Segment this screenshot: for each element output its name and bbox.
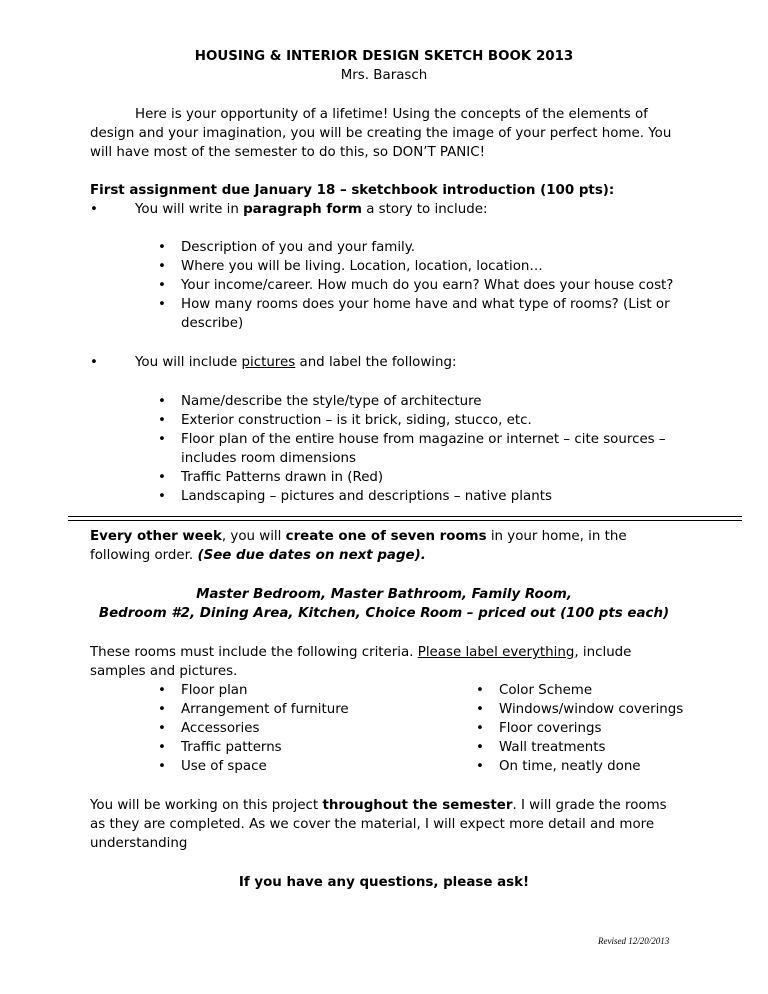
bullet-icon: • [158,683,166,698]
page-title: HOUSING & INTERIOR DESIGN SKETCH BOOK 2013 [194,49,574,64]
bullet-icon: • [90,355,98,370]
rooms-paragraph: Every other week, you will create one of seven rooms in your home, in the following order. (See due dates on next page). [90,529,627,563]
bullet-icon: • [158,394,166,409]
list-item: • Where you will be living. Location, location, location… [158,259,543,274]
bullet-paragraph-form: • You will write in paragraph form a story to include: [90,202,488,217]
paragraph-form-emphasis: paragraph form [243,202,362,217]
author-name: Mrs. Barasch [340,68,428,83]
list-item: • Your income/career. How much do you earn? What does your house cost? [158,278,674,293]
bullet-icon: • [158,759,166,774]
list-item: • Arrangement of furniture [158,702,349,717]
list-item: • How many rooms does your home have and what type of rooms? (List or describe) [158,297,670,331]
list-item: • Description of you and your family. [158,240,416,255]
bullet-icon: • [158,297,166,312]
list-item: • Name/describe the style/type of architecture [158,394,482,409]
bullet-icon: • [158,470,166,485]
story-items-list [158,238,678,333]
list-item: • On time, neatly done [476,759,641,774]
bullet-icon: • [158,240,166,255]
bullet-icon: • [158,489,166,504]
list-item: • Landscaping – pictures and descriptions – native plants [158,489,552,504]
list-item: • Floor plan [158,683,248,698]
list-item: • Wall treatments [476,740,606,755]
list-item: • Floor plan of the entire house from magazine or internet – cite sources – includes room dimensions [158,432,666,466]
bullet-icon: • [476,721,484,736]
list-item: • Traffic patterns [158,740,282,755]
criteria-intro: These rooms must include the following criteria. Please label everything, include samples and pictures. [90,645,632,679]
criteria-list-right [476,681,716,776]
bullet-icon: • [158,278,166,293]
pictures-emphasis: pictures [241,355,296,370]
revision-footer: Revised 12/20/2013 [598,936,670,946]
first-assignment-heading: First assignment due January 18 – sketchbook introduction (100 pts): [90,183,615,198]
bullet-icon: • [158,259,166,274]
bullet-icon: • [158,740,166,755]
bullet-icon: • [158,721,166,736]
list-item: • Accessories [158,721,260,736]
bullet-icon: • [158,432,166,447]
section-divider [68,516,742,521]
bullet-icon: • [158,413,166,428]
picture-items-list [158,392,678,506]
bullet-icon: • [476,740,484,755]
intro-paragraph: Here is your opportunity of a lifetime! Using the concepts of the elements of design and your imagination, you will be creating the image of your perfect home. You will have most of the semester to do this, so DON’T PANIC! [90,107,672,160]
list-item: • Use of space [158,759,267,774]
bullet-icon: • [476,759,484,774]
closing-paragraph: You will be working on this project throughout the semester. I will grade the rooms as they are completed. As we cover the material, I will expect more detail and more understanding [90,798,667,851]
list-item: • Floor coverings [476,721,602,736]
criteria-list-left [158,681,418,776]
questions-line: If you have any questions, please ask! [238,875,530,890]
bullet-pictures: • You will include pictures and label the following: [90,355,457,370]
bullet-icon: • [476,702,484,717]
list-item: • Traffic Patterns drawn in (Red) [158,470,384,485]
bullet-icon: • [158,702,166,717]
list-item: • Exterior construction – is it brick, siding, stucco, etc. [158,413,532,428]
list-item: • Color Scheme [476,683,593,698]
rooms-list-line-2: Bedroom #2, Dining Area, Kitchen, Choice Room – priced out (100 pts each) [98,606,670,621]
bullet-icon: • [476,683,484,698]
bullet-icon: • [90,202,98,217]
rooms-list-line-1: Master Bedroom, Master Bathroom, Family Room, [196,587,572,602]
list-item: • Windows/window coverings [476,702,684,717]
